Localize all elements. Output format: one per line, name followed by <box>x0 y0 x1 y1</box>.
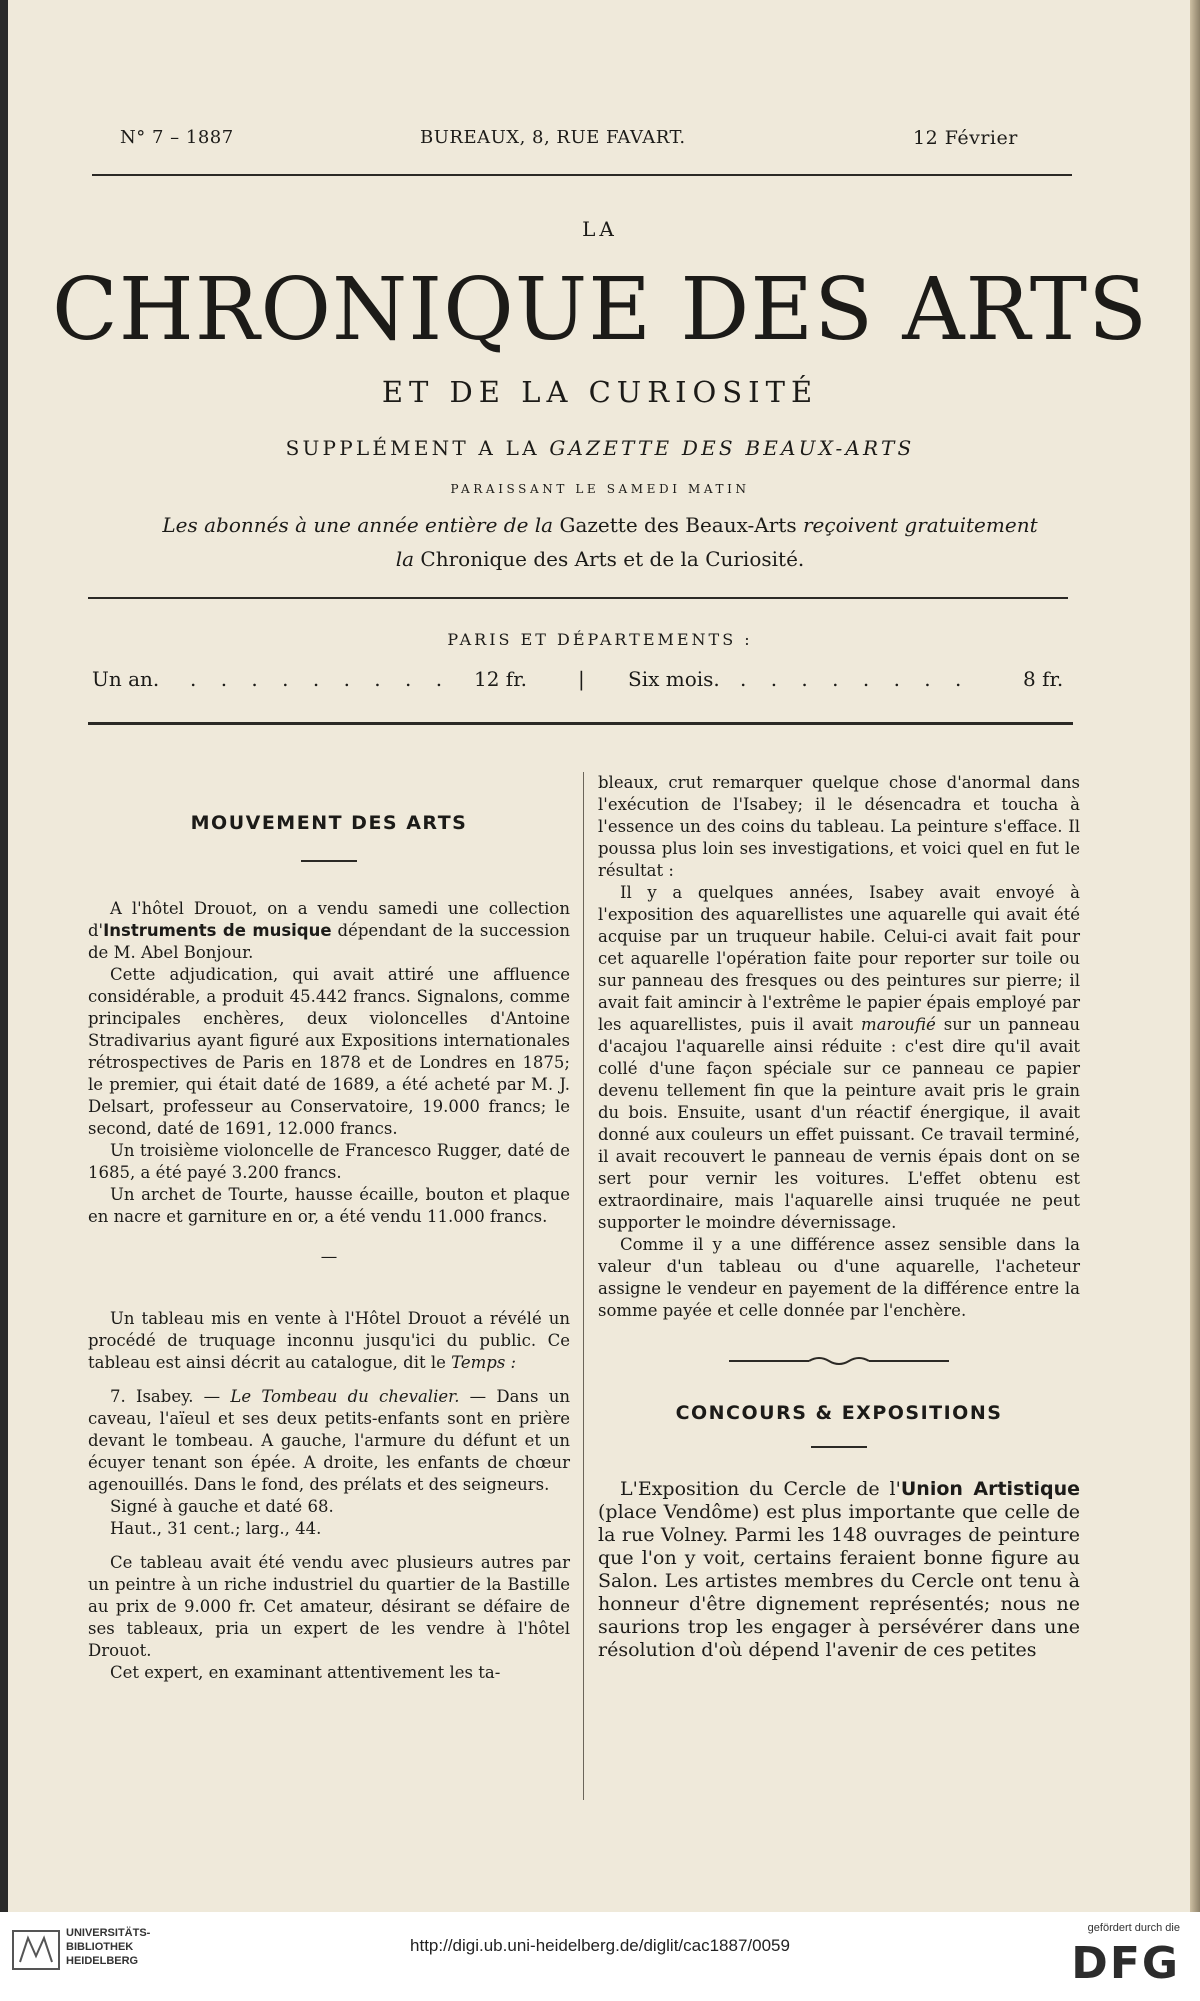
header-rule <box>92 174 1072 176</box>
section-dash: — <box>320 1247 338 1266</box>
paragraph: Ce tableau avait été vendu avec plusieurs autres par un peintre à un riche industriel du quartier de la Bastille au prix de 9.000 fr. Cet amateur, désirant se défaire de ses tableaux, pria un expert de les vendre à l'hôtel Drouot. <box>88 1553 570 1660</box>
notice-text-2: Gazette des Beaux-Arts <box>559 513 797 537</box>
university-name-line: HEIDELBERG <box>66 1955 139 1967</box>
subscription-heading: PARIS ET DÉPARTEMENTS : <box>447 630 753 649</box>
office-address: BUREAUX, 8, RUE FAVART. <box>420 127 686 148</box>
paragraph <box>88 898 570 964</box>
text: Il y a quelques années, Isabey avait envoyé à l'exposition des aquarellistes une aquarelle qui avait été acquise par un truqueur habile. Celui-ci avait fait pour cet aquarelle l'opération faite pour reporter sur toile ou sur panneau des fresques ou des peintures sur pierre; il avait fait amincir à l'extrême le papier épais employé par les aquarellistes, puis il avait <box>598 883 1080 1034</box>
paragraph: Signé à gauche et daté 68. <box>110 1497 334 1516</box>
text: 7. Isabey. — <box>110 1387 231 1406</box>
paragraph <box>598 882 1080 1234</box>
section-heading-mouvement: MOUVEMENT DES ARTS <box>190 812 468 834</box>
subscriber-notice-line-2 <box>0 547 1200 571</box>
right-column <box>598 772 1080 1662</box>
text: Un tableau mis en vente à l'Hôtel Drouot a révélé un procédé de truquage inconnu jusqu'ici du public. Ce tableau est ainsi décrit au catalogue, dit le <box>88 1309 570 1372</box>
text: L'Exposition du Cercle de l' <box>620 1478 901 1500</box>
notice-text-3: reçoivent gratuitement <box>802 513 1038 537</box>
paragraph: bleaux, crut remarquer quelque chose d'anormal dans l'exécution de l'Isabey; il le désencadra et toucha à l'essence un des coins du tableau. La peinture s'efface. Il poussa plus loin ses investigations, et voici quel en fut le résultat : <box>598 773 1080 880</box>
subscriber-notice-line-1 <box>0 513 1200 537</box>
text: sur un panneau d'acajou l'aquarelle ainsi réduite : c'est dire qu'il avait collé d'une façon spéciale sur ce panneau ce papier devenu tellement fin que la peinture avait pris le grain du bois. Ensuite, usant d'un réactif énergique, il avait donné aux couleurs un effet puissant. Ce travail terminé, il avait recouvert le panneau de vernis épais dont on se sert pour vernir les voitures. L'effet obtenu est extraordinaire, mais l'aquarelle ainsi truquée ne peut supporter le moindre dévernissage. <box>598 1015 1080 1232</box>
bold-text: Instruments de musique <box>103 921 332 940</box>
year-price: 12 fr. <box>474 667 527 691</box>
supplement-journal: GAZETTE DES BEAUX-ARTS <box>549 436 915 460</box>
notice-text-1: Les abonnés à une année entière de la <box>162 513 554 537</box>
price-separator: | <box>578 667 585 691</box>
university-name-line: BIBLIOTHEK <box>66 1941 134 1953</box>
paragraph: Un archet de Tourte, hausse écaille, bouton et plaque en nacre et garniture en or, a été vendu 11.000 francs. <box>88 1185 570 1226</box>
paragraph: Cette adjudication, qui avait attiré une affluence considérable, a produit 45.442 francs. Signalons, comme principales enchères, deux violoncelles d'Antoine Stradivarius ayant figuré aux Expositions internationales rétrospectives de Paris en 1878 et de Londres en 1875; le premier, qui était daté de 1689, a été acheté par M. J. Delsart, professeur au Conservatoire, 19.000 francs; le second, daté de 1691, 12.000 francs. <box>88 965 570 1138</box>
university-name-line: UNIVERSITÄTS- <box>66 1927 151 1939</box>
issue-date: 12 Février <box>913 127 1018 149</box>
paragraph: Cet expert, en examinant attentivement les ta- <box>110 1663 501 1682</box>
text: dépendant de la succession de M. Abel Bonjour. <box>88 921 570 962</box>
paragraph <box>88 1386 570 1496</box>
subscription-rule <box>88 722 1073 725</box>
text: — Dans un caveau, l'aïeul et ses deux petits-enfants sont en prière devant le tombeau. A gauche, l'armure du défunt et un écuyer tenant son épée. A droite, les enfants de chœur agenouillés. Dans le fond, des prélats et des seigneurs. <box>88 1387 570 1494</box>
funding-label: gefördert durch die <box>1087 1922 1180 1934</box>
masthead-title: CHRONIQUE DES ARTS <box>52 260 1148 360</box>
six-months-label: Six mois. <box>628 667 720 691</box>
supplement-line <box>0 436 1200 460</box>
ornament-rule <box>598 1352 1080 1374</box>
italic-text: Temps : <box>451 1353 517 1372</box>
left-column <box>88 772 570 1684</box>
paragraph <box>88 1308 570 1374</box>
notice-text-5: Chronique des Arts et de la Curiosité. <box>420 547 805 571</box>
masthead-article: LA <box>582 217 618 241</box>
year-leader-dots: . . . . . . . . . <box>190 667 452 691</box>
notice-text-4: la <box>395 547 415 571</box>
italic-text: Le Tombeau du chevalier. <box>230 1387 460 1406</box>
issue-number: N° 7 – 1887 <box>120 127 234 148</box>
paragraph: Comme il y a une différence assez sensible dans la valeur d'un tableau ou d'une aquarelle, l'acheteur assigne le vendeur en payement de la différence entre la somme payée et celle donnée par l'enchère. <box>598 1235 1080 1320</box>
source-url-link[interactable]: http://digi.ub.uni-heidelberg.de/diglit/cac1887/0059 <box>410 1936 790 1955</box>
six-months-price: 8 fr. <box>1023 667 1064 691</box>
column-divider <box>583 772 584 1800</box>
masthead-rule <box>88 597 1068 599</box>
year-label: Un an. <box>92 667 160 691</box>
masthead-subtitle: ET DE LA CURIOSITÉ <box>381 375 819 409</box>
bold-text: Union Artistique <box>900 1478 1080 1500</box>
supplement-prefix: SUPPLÉMENT A LA <box>285 436 540 460</box>
ornament-rule-icon <box>729 1354 949 1368</box>
section-heading-concours: CONCOURS & EXPOSITIONS <box>675 1402 1003 1424</box>
text: (place Vendôme) est plus importante que celle de la rue Volney. Parmi les 148 ouvrages de peinture que l'on y voit, certains feraient bonne figure au Salon. Les artistes membres du Cercle ont tenu à honneur d'être dignement représentés; nous ne saurions trop les engager à persévérer dans une résolution d'où dépend l'avenir de ces petites <box>598 1501 1080 1661</box>
dfg-logo: DFG <box>1071 1938 1180 1989</box>
paragraph <box>598 1478 1080 1662</box>
paragraph: Haut., 31 cent.; larg., 44. <box>110 1519 322 1538</box>
italic-text: maroufié <box>861 1015 936 1034</box>
six-months-leader-dots: . . . . . . . . <box>740 667 971 691</box>
publication-schedule: PARAISSANT LE SAMEDI MATIN <box>450 482 750 496</box>
text: A l'hôtel Drouot, on a vendu samedi une collection d' <box>88 899 570 940</box>
paragraph: Un troisième violoncelle de Francesco Rugger, daté de 1685, a été payé 3.200 francs. <box>88 1141 570 1182</box>
